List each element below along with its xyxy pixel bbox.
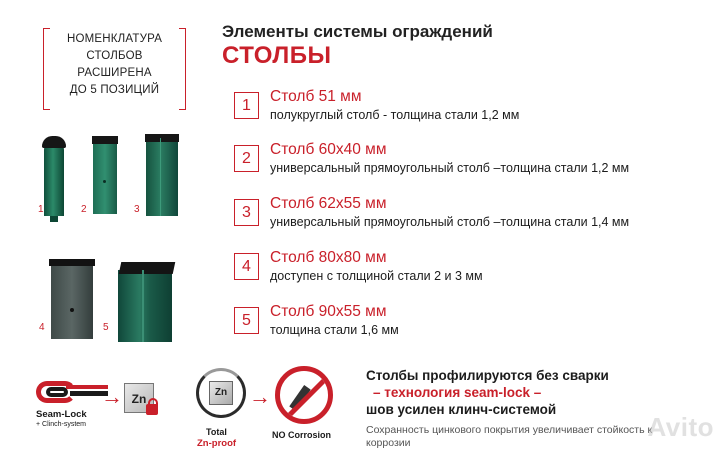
left-bracket — [43, 28, 50, 110]
item-name: Столб 90х55 мм — [270, 303, 387, 320]
item-description: толщина стали 1,6 мм — [270, 323, 399, 337]
post-label: 2 — [81, 204, 87, 215]
right-bracket — [179, 28, 186, 110]
nomenclature-line: ДО 5 ПОЗИЦИЙ — [69, 84, 160, 96]
item-name: Столб 51 мм — [270, 88, 362, 105]
total-label: Total — [206, 427, 227, 437]
page-title: Элементы системы ограждений — [222, 22, 493, 41]
zn-proof-label: Zn-proof — [197, 438, 237, 449]
item-number: 3 — [234, 199, 259, 226]
seam-text-line2: – технология seam-lock – — [373, 385, 542, 400]
post-image-round — [44, 140, 64, 216]
arrow-right-icon: → — [101, 384, 123, 409]
zinc-tile-icon: Zn — [124, 383, 154, 413]
page-subtitle: СТОЛБЫ — [222, 42, 332, 69]
corrosion-note: Сохранность цинкового покрытия увеличивает стойкость к коррозии — [366, 424, 653, 449]
item-description: полукруглый столб - толщина стали 1,2 мм — [270, 108, 520, 122]
post-label: 4 — [39, 322, 45, 333]
item-description: доступен с толщиной стали 2 и 3 мм — [270, 269, 483, 283]
no-corrosion-icon — [275, 366, 333, 424]
nomenclature-line: РАСШИРЕНА — [77, 67, 152, 79]
item-number: 5 — [234, 307, 259, 334]
item-number: 1 — [234, 92, 259, 119]
zinc-cycle-icon — [196, 368, 246, 418]
item-description: универсальный прямоугольный столб –толщина стали 1,4 мм — [270, 215, 630, 229]
item-name: Столб 60х40 мм — [270, 141, 387, 158]
lock-icon — [146, 404, 158, 415]
zinc-element-icon: Zn — [209, 381, 233, 405]
seam-lock-label: Seam-Lock — [36, 409, 87, 420]
seam-text-line1: Столбы профилируются без сварки — [366, 368, 609, 383]
seam-lock-badge — [36, 375, 108, 433]
no-corrosion-label: NO Corrosion — [272, 430, 332, 440]
item-name: Столб 80х80 мм — [270, 249, 387, 266]
item-number: 4 — [234, 253, 259, 280]
post-label: 5 — [103, 322, 109, 333]
item-number: 2 — [234, 145, 259, 172]
post-label: 3 — [134, 204, 140, 215]
post-label: 1 — [38, 204, 44, 215]
item-description: универсальный прямоугольный столб –толщина стали 1,2 мм — [270, 161, 630, 175]
post-image-62x55 — [146, 138, 178, 216]
clinch-label: + Clinch-system — [36, 421, 86, 428]
nomenclature-line: СТОЛБОВ — [86, 50, 143, 62]
seam-text-line3: шов усилен клинч-системой — [366, 402, 557, 417]
avito-watermark: Avito — [647, 412, 714, 442]
nomenclature-line: НОМЕНКЛАТУРА — [66, 33, 163, 45]
item-name: Столб 62х55 мм — [270, 195, 387, 212]
nomenclature-box — [43, 28, 186, 110]
arrow-right-icon: → — [249, 384, 271, 409]
post-image-60x40 — [93, 140, 117, 214]
post-image-90x55 — [118, 270, 172, 342]
post-image-80x80 — [51, 263, 93, 339]
nomenclature-text — [51, 31, 178, 99]
